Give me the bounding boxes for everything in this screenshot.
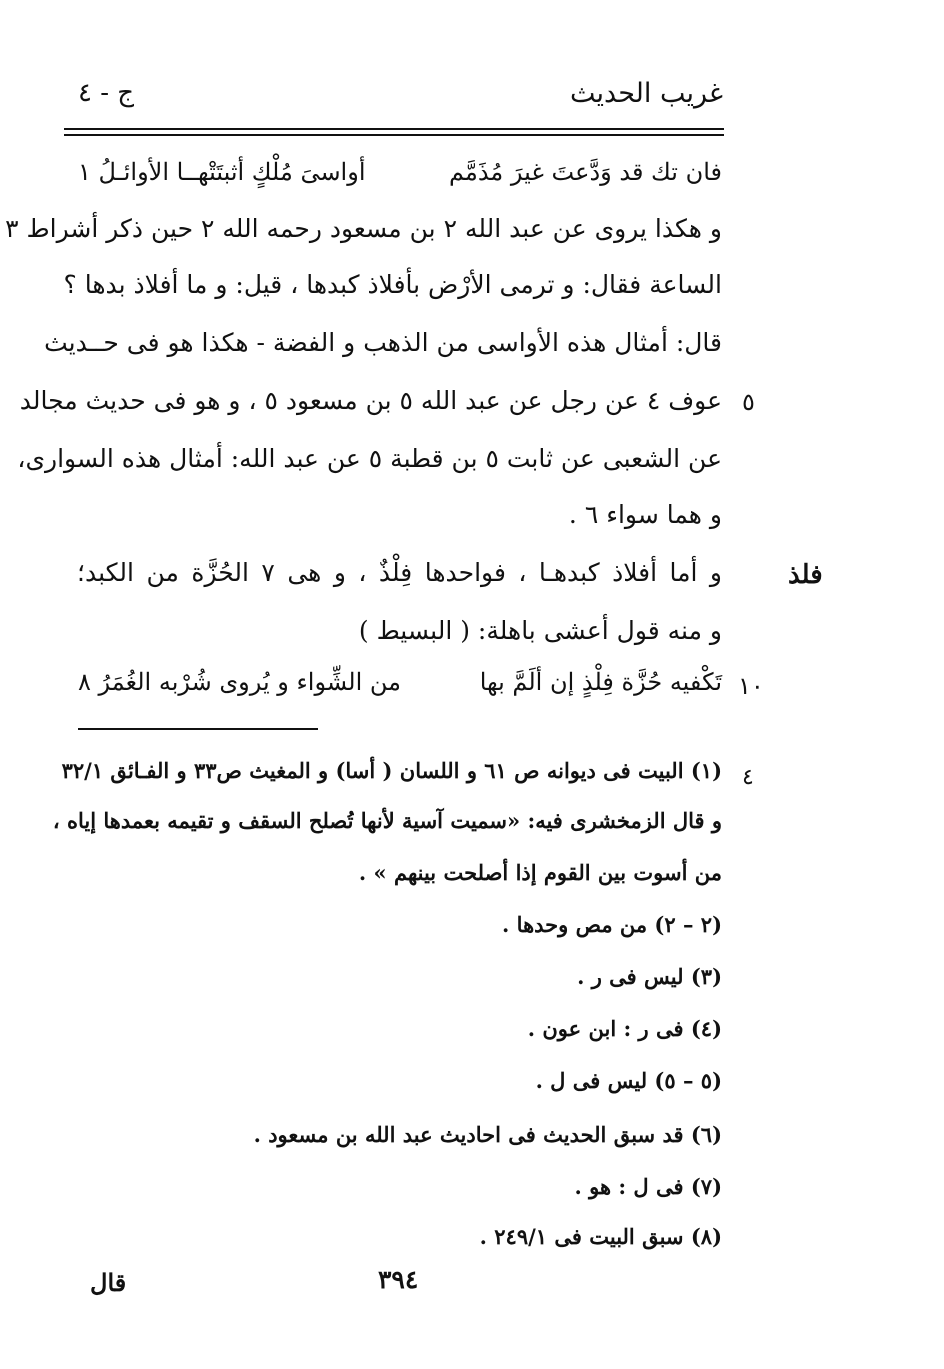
footnote-line: (٨) سبق البيت فى ٢٤٩/١ . xyxy=(479,1224,722,1249)
text-line: عوف ٤ عن رجل عن عبد الله ٥ بن مسعود ٥ ، و هو فى حديث مجالد xyxy=(19,386,722,415)
text-line: قال: أمثال هذه الأواسى من الذهب و الفضة - هكذا هو فى حــديث xyxy=(44,328,722,357)
footnote-line: (٥ – ٥) ليس فى ل . xyxy=(535,1068,722,1093)
footnote-line: (٧) فى ل : هو . xyxy=(574,1174,722,1199)
verse2-first-hemistich: تَكْفيه حُزَّة فِلْذٍ إن ألَمَّ بها xyxy=(479,668,722,696)
line-number-10: ١٠ xyxy=(738,672,764,700)
text-line: و أما أفلاذ كبدهـا ، فواحدها فِلْذٌ ، و هى ٧ الحُزَّة من الكبد؛ xyxy=(77,558,723,587)
footnote-line: (٢ – ٢) من مص وحدها . xyxy=(502,912,722,937)
footnote-line: (١) البيت فى ديوانه ص ٦١ و اللسان ( أسا) و المغيث ص٣٣ و الفـائق ٣٢/١ xyxy=(61,758,722,783)
footnote-line: و قال الزمخشرى فيه: «سميت آسية لأنها تُصلح السقف و تقيمه بعمدها إياه ، xyxy=(52,808,722,833)
verse1-second-hemistich: أواسىَ مُلْكٍ أثبتَتْهــا الأوائـلُ ١ xyxy=(78,158,366,186)
footnote-line: (٤) فى ر : ابن عون . xyxy=(527,1016,722,1041)
footnote-separator xyxy=(78,728,318,730)
footnote-line: من أسوت بين القوم إذا أصلحت بينهم » . xyxy=(358,860,722,885)
page-number: ٣٩٤ xyxy=(378,1265,419,1294)
catchword: قال xyxy=(90,1268,127,1297)
header-rule-double xyxy=(64,134,724,136)
footnote-margin-number: ٤ xyxy=(742,765,754,790)
running-header xyxy=(78,78,723,118)
verse2-second-hemistich: من الشِّواء و يُروى شُرْبه الغُمَرُ ٨ xyxy=(78,668,401,696)
footnote-line: (٣) ليس فى ر . xyxy=(577,964,722,989)
verse1-first-hemistich: فان تك قد وَدَّعتَ غيرَ مُذَمَّم xyxy=(448,158,722,186)
header-rule xyxy=(64,128,724,130)
text-line: و هكذا يروى عن عبد الله ٢ بن مسعود رحمه الله ٢ حين ذكر أشراط ٣ xyxy=(5,214,722,243)
line-number-5: ٥ xyxy=(742,388,755,416)
text-line: و منه قول أعشى باهلة: ( البسيط ) xyxy=(358,616,722,645)
running-title: غريب الحديث xyxy=(570,78,723,109)
footnote-line: (٦) قد سبق الحديث فى احاديث عبد الله بن مسعود . xyxy=(253,1122,722,1147)
text-line: عن الشعبى عن ثابت ٥ بن قطبة ٥ عن عبد الله: أمثال هذه السوارى، xyxy=(17,444,722,473)
text-line: الساعة فقال: و ترمى الأرْض بأفلاذ كبدها ، قيل: و ما أفلاذ بدها ؟ xyxy=(63,270,722,299)
margin-headword: فلذ xyxy=(788,560,823,590)
text-line: و هما سواء ٦ . xyxy=(568,500,722,529)
volume-indicator: ج - ٤ xyxy=(78,78,135,108)
